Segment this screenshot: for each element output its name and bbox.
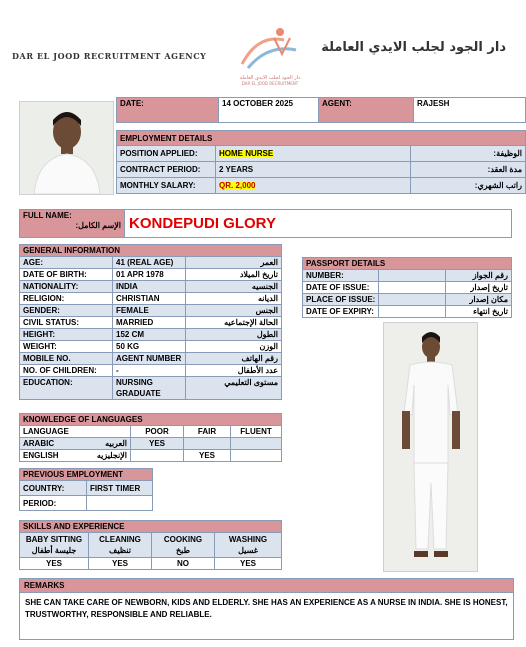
fullname-label-ar: الإسم الكامل: — [75, 221, 121, 230]
general-value: CHRISTIAN — [113, 293, 186, 305]
general-info-table — [19, 244, 282, 400]
portrait-figure-icon — [20, 102, 113, 194]
period-label: PERIOD: — [20, 496, 87, 511]
general-label: RELIGION: — [20, 293, 113, 305]
skill-name: WASHING — [228, 535, 268, 544]
agent-value: RAJESH — [414, 98, 526, 123]
skill-name-ar: غسيل — [238, 546, 258, 555]
date-value: 14 OCTOBER 2025 — [219, 98, 319, 123]
general-value-line2: GRADUATE — [116, 389, 161, 398]
skill-name-ar: طبخ — [176, 546, 190, 555]
lang-fair — [184, 438, 231, 450]
fullname-value: KONDEPUDI GLORY — [125, 210, 512, 238]
passport-label-ar: تاريخ انتهاء — [446, 306, 512, 318]
lang-name: ARABIC — [23, 439, 55, 448]
general-label-ar: الديانه — [186, 293, 282, 305]
logo-text-ar: دار الجود لجلب الايدي العاملة — [239, 75, 301, 81]
applicant-photo-portrait — [19, 101, 114, 195]
passport-value — [379, 294, 446, 306]
general-label-ar: الحالة الإجتماعيه — [186, 317, 282, 329]
general-label: NO. OF CHILDREN: — [20, 365, 113, 377]
agency-name-en: DAR EL JOOD RECRUITMENT AGENCY — [12, 51, 207, 61]
skill-name-ar: جليسة أطفال — [31, 546, 77, 555]
passport-table — [302, 257, 512, 318]
employment-label: CONTRACT PERIOD: — [117, 162, 216, 178]
skill-name-ar: تنظيف — [109, 546, 131, 555]
languages-header: KNOWLEDGE OF LANGUAGES — [20, 414, 282, 426]
period-value — [87, 496, 153, 511]
agency-logo — [238, 24, 302, 86]
general-value: 41 (REAL AGE) — [113, 257, 186, 269]
passport-label-ar: رقم الجواز — [446, 270, 512, 282]
skill-value: YES — [20, 558, 89, 570]
passport-label-ar: مكان إصدار — [446, 294, 512, 306]
skill-value: YES — [215, 558, 282, 570]
employment-table — [116, 130, 526, 194]
date-label: DATE: — [117, 98, 219, 123]
lang-fluent — [231, 450, 282, 462]
passport-value — [379, 270, 446, 282]
general-label: AGE: — [20, 257, 113, 269]
general-value: 50 KG — [113, 341, 186, 353]
skill-name: CLEANING — [99, 535, 141, 544]
general-label-ar: الطول — [186, 329, 282, 341]
passport-label: PLACE OF ISSUE: — [303, 294, 379, 306]
logo-text-en: DAR EL JOOD RECRUITMENT — [241, 81, 299, 86]
general-label: NATIONALITY: — [20, 281, 113, 293]
general-label: EDUCATION: — [20, 377, 113, 400]
general-value: NURSING — [116, 378, 153, 387]
previous-header: PREVIOUS EMPLOYMENT — [20, 469, 153, 481]
fullname-label: FULL NAME: — [23, 211, 72, 220]
employment-label-ar: مدة العقد: — [411, 162, 526, 178]
remarks-box — [19, 578, 514, 640]
lang-poor — [131, 450, 184, 462]
general-value: 01 APR 1978 — [113, 269, 186, 281]
passport-header: PASSPORT DETAILS — [303, 258, 512, 270]
previous-employment-table — [19, 468, 153, 511]
skill-value: YES — [89, 558, 152, 570]
lang-col-fair: FAIR — [184, 426, 231, 438]
skill-name: COOKING — [163, 535, 203, 544]
employment-header: EMPLOYMENT DETAILS — [117, 131, 526, 146]
general-label-ar: الجنسيه — [186, 281, 282, 293]
passport-label: DATE OF EXPIRY: — [303, 306, 379, 318]
applicant-photo-fullbody — [383, 322, 478, 572]
general-value: MARRIED — [113, 317, 186, 329]
agent-label: AGENT: — [319, 98, 414, 123]
passport-label: DATE OF ISSUE: — [303, 282, 379, 294]
skill-value: NO — [152, 558, 215, 570]
general-label-ar: العمر — [186, 257, 282, 269]
country-value: FIRST TIMER — [87, 481, 153, 496]
general-label-ar: تاريخ الميلاد — [186, 269, 282, 281]
date-agent-table — [116, 97, 526, 123]
employment-label: MONTHLY SALARY: — [117, 178, 216, 194]
fullname-table — [19, 209, 512, 238]
general-value: FEMALE — [113, 305, 186, 317]
employment-label: POSITION APPLIED: — [117, 146, 216, 162]
lang-poor: YES — [131, 438, 184, 450]
agency-name-ar: دار الجود لجلب الايدي العاملة — [321, 40, 506, 55]
passport-value — [379, 282, 446, 294]
remarks-text: SHE CAN TAKE CARE OF NEWBORN, KIDS AND ELDERLY. SHE HAS AN EXPERIENCE AS A NURSE IN INDIA. SHE IS HONEST, TRUSTWORTHY, RESPONSIBLE AND RELIABLE. — [25, 598, 508, 619]
general-value: AGENT NUMBER — [113, 353, 186, 365]
general-label: GENDER: — [20, 305, 113, 317]
general-label: CIVIL STATUS: — [20, 317, 113, 329]
languages-table — [19, 413, 282, 462]
employment-label-ar: راتب الشهري: — [411, 178, 526, 194]
contract-value: 2 YEARS — [216, 162, 411, 178]
general-label: DATE OF BIRTH: — [20, 269, 113, 281]
skill-name: BABY SITTING — [25, 535, 83, 544]
lang-fluent — [231, 438, 282, 450]
skills-header: SKILLS AND EXPERIENCE — [20, 521, 282, 533]
lang-fair: YES — [184, 450, 231, 462]
fullbody-figure-icon — [384, 323, 477, 571]
passport-label: NUMBER: — [303, 270, 379, 282]
position-value: HOME NURSE — [219, 149, 274, 158]
country-label: COUNTRY: — [20, 481, 87, 496]
general-value: INDIA — [113, 281, 186, 293]
lang-name-ar: الإنجليزيه — [96, 451, 127, 460]
logo-figure-icon — [238, 24, 302, 70]
general-label: WEIGHT: — [20, 341, 113, 353]
lang-col-fluent: FLUENT — [231, 426, 282, 438]
salary-value: QR. 2,000 — [219, 181, 256, 190]
lang-col-language: LANGUAGE — [20, 426, 131, 438]
passport-value — [379, 306, 446, 318]
remarks-header: REMARKS — [20, 579, 513, 593]
general-label: HEIGHT: — [20, 329, 113, 341]
general-label: MOBILE NO. — [20, 353, 113, 365]
general-value: - — [113, 365, 186, 377]
employment-label-ar: الوظيفة: — [411, 146, 526, 162]
general-label-ar: الجنس — [186, 305, 282, 317]
general-label-ar: مستوى التعليمي — [186, 377, 282, 400]
general-label-ar: رقم الهاتف — [186, 353, 282, 365]
passport-label-ar: تاريخ إصدار — [446, 282, 512, 294]
lang-name-ar: العربيه — [105, 439, 127, 448]
lang-col-poor: POOR — [131, 426, 184, 438]
skills-table — [19, 520, 282, 570]
lang-name: ENGLISH — [23, 451, 59, 460]
general-label-ar: الوزن — [186, 341, 282, 353]
general-value: 152 CM — [113, 329, 186, 341]
general-label-ar: عدد الأطفال — [186, 365, 282, 377]
general-header: GENERAL INFORMATION — [20, 245, 282, 257]
